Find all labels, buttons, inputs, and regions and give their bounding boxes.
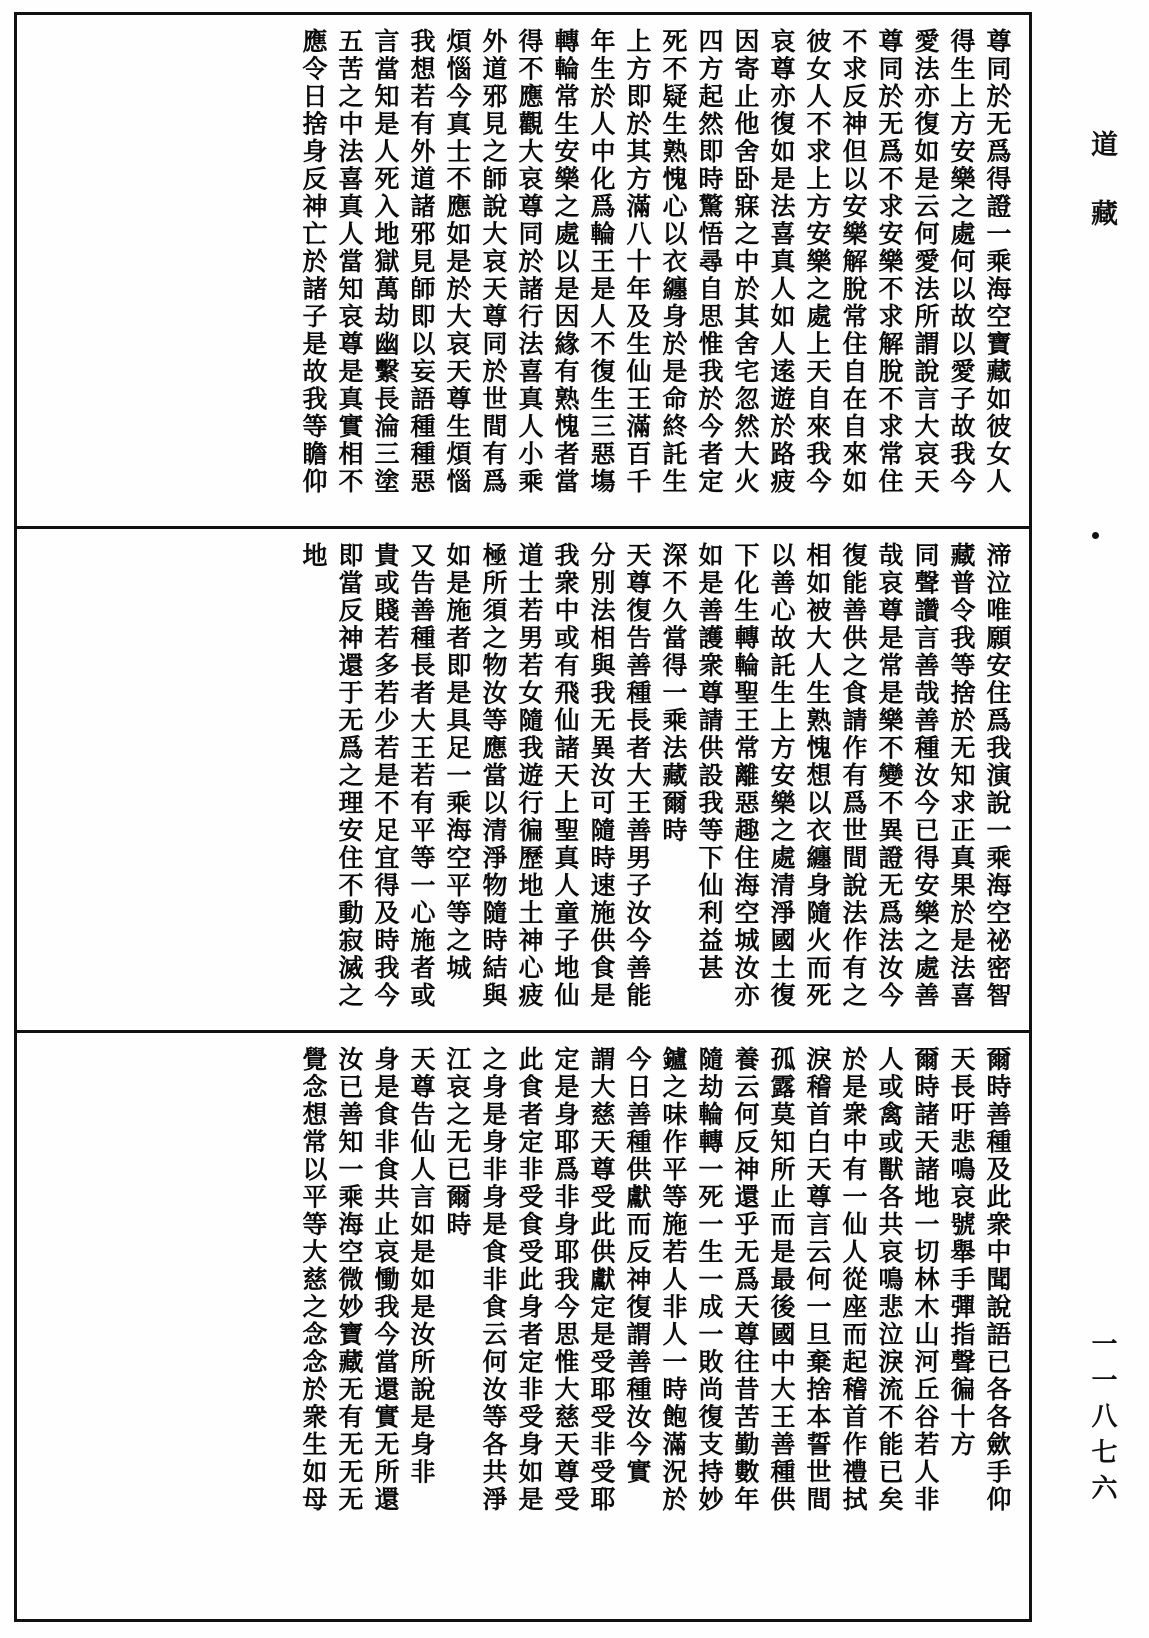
text-column: 極所須之物汝等應當以清淨物隨時結與 — [479, 542, 508, 1010]
text-column: 又告善種長者大王若有平等一心施者或 — [407, 542, 436, 1010]
text-column: 死不疑生熟愧心以衣纏身於是命終託生 — [659, 28, 688, 496]
text-column: 彼女人不求上方安樂之處上天自來我今 — [803, 28, 832, 496]
text-column: 藏普令我等捨於无知求正真果於是法喜 — [947, 542, 976, 1010]
text-column: 爾時諸天諸地一切林木山河丘谷若人非 — [911, 1046, 940, 1514]
text-column: 得不應觀大哀尊同於諸行法喜真人小乘 — [515, 28, 544, 496]
text-band-2 — [14, 526, 1032, 1030]
text-column: 養云何反神還乎无爲天尊往昔苦勤數年 — [731, 1046, 760, 1514]
text-column: 四方起然即時驚悟尋自思惟我於今者定 — [695, 28, 724, 496]
text-column: 上方即於其方滿八十年及生仙王滿百千 — [623, 28, 652, 496]
text-column: 覺念想常以平等大慈之念念於衆生如母 — [299, 1046, 328, 1514]
text-column: 淚稽首白天尊言云何一旦棄捨本誓世間 — [803, 1046, 832, 1514]
column-group-3 — [14, 1030, 1032, 1622]
text-column: 以善心故託生上方安樂之處清淨國土復 — [767, 542, 796, 1010]
text-column: 轉輪常生安樂之處以是因緣有熟愧者當 — [551, 28, 580, 496]
text-column: 爾時善種及此衆中聞說語已各各歛手仰 — [983, 1046, 1012, 1514]
text-column: 於是衆中有一仙人從座而起稽首作禮拭 — [839, 1046, 868, 1514]
column-group-1 — [14, 12, 1032, 526]
text-column: 我想若有外道諸邪見師即以妄語種種惡 — [407, 28, 436, 496]
text-column: 鑪之味作平等施若人非人一時飽滿況於 — [659, 1046, 688, 1514]
text-column: 言當知是人死入地獄萬劫幽繫長淪三塗 — [371, 28, 400, 496]
text-column: 貴或賤若多若少若是不足宜得及時我今 — [371, 542, 400, 1010]
margin-dot-marker — [1092, 532, 1099, 539]
text-band-1 — [14, 12, 1032, 526]
text-column: 哉哀尊是常是樂不變不異證无爲法汝今 — [875, 542, 904, 1010]
text-column: 謂大慈天尊受此供獻定是受耶受非受耶 — [587, 1046, 616, 1514]
text-column: 年生於人中化爲輪王是人不復生三惡塲 — [587, 28, 616, 496]
text-column: 深不久當得一乘法藏爾時 — [659, 542, 688, 845]
page-margin — [1032, 12, 1135, 1622]
text-column: 道士若男若女隨我遊行徧歷地土神心疲 — [515, 542, 544, 1010]
text-column: 外道邪見之師說大哀天尊同於世間有爲 — [479, 28, 508, 496]
text-column: 因寄止他舍卧寐之中於其舍宅忽然大火 — [731, 28, 760, 496]
canon-title: 道藏 — [1086, 130, 1117, 268]
text-column: 得生上方安樂之處何以故以愛子故我今 — [947, 28, 976, 496]
text-column: 天長吁悲鳴哀號舉手彈指聲徧十方 — [947, 1046, 976, 1459]
text-column: 天尊告仙人言如是如是汝所說是身非 — [407, 1046, 436, 1486]
text-column: 汝已善知一乘海空微妙寶藏无有无无无 — [335, 1046, 364, 1514]
text-column: 如是善護衆尊請供設我等下仙利益甚 — [695, 542, 724, 982]
text-column: 同聲讚言善哉善種汝今已得安樂之處善 — [911, 542, 940, 1010]
text-column: 下化生轉輪聖王常離惡趣住海空城汝亦 — [731, 542, 760, 1010]
text-column: 如是施者即是具足一乘海空平等之城 — [443, 542, 472, 982]
text-column: 愛法亦復如是云何愛法所謂說言大哀天 — [911, 28, 940, 496]
text-column: 人或禽或獸各共哀鳴悲泣淚流不能已矣 — [875, 1046, 904, 1514]
text-column: 相如被大人生熟愧想以衣纏身隨火而死 — [803, 542, 832, 1010]
text-column: 定是身耶爲非身耶我今思惟大慈天尊受 — [551, 1046, 580, 1514]
text-column: 復能善供之食請作有爲世間說法作有之 — [839, 542, 868, 1010]
text-column: 尊同於无爲得證一乘海空寶藏如彼女人 — [983, 28, 1012, 496]
text-column: 身是食非食共止哀慟我今當還實无所還 — [371, 1046, 400, 1514]
text-column: 孤露莫知所止而是最後國中大王善種供 — [767, 1046, 796, 1514]
text-column: 隨劫輪轉一死一生一成一敗尚復支持妙 — [695, 1046, 724, 1514]
text-column: 之身是身非身是食非食云何汝等各共淨 — [479, 1046, 508, 1514]
text-column: 尊同於无爲不求安樂不求解脫不求常住 — [875, 28, 904, 496]
text-column: 我衆中或有飛仙諸天上聖真人童子地仙 — [551, 542, 580, 1010]
text-column: 應令日捨身反神亡於諸子是故我等瞻仰 — [299, 28, 328, 496]
text-column: 煩惱今真士不應如是於大哀天尊生煩惱 — [443, 28, 472, 496]
text-column: 天尊復告善種長者大王善男子汝今善能 — [623, 542, 652, 1010]
text-column: 哀尊亦復如是法喜真人如人逺遊於路疲 — [767, 28, 796, 496]
text-column: 地 — [299, 542, 328, 570]
text-band-3 — [14, 1030, 1032, 1622]
text-column: 即當反神還于无爲之理安住不動寂滅之 — [335, 542, 364, 1010]
text-column: 不求反神但以安樂解脫常住自在自來如 — [839, 28, 868, 496]
column-group-2 — [14, 526, 1032, 1030]
text-column: 此食者定非受食受此身者定非受身如是 — [515, 1046, 544, 1514]
text-column: 江哀之无已爾時 — [443, 1046, 472, 1239]
text-column: 分別法相與我无異汝可隨時速施供食是 — [587, 542, 616, 1010]
text-column: 五苦之中法喜真人當知哀尊是真實相不 — [335, 28, 364, 496]
text-column: 今日善種供獻而反神復謂善種汝今實 — [623, 1046, 652, 1486]
page-number: 一一八七六 — [1087, 1330, 1117, 1510]
text-column: 渧泣唯願安住爲我演說一乘海空祕密智 — [983, 542, 1012, 1010]
